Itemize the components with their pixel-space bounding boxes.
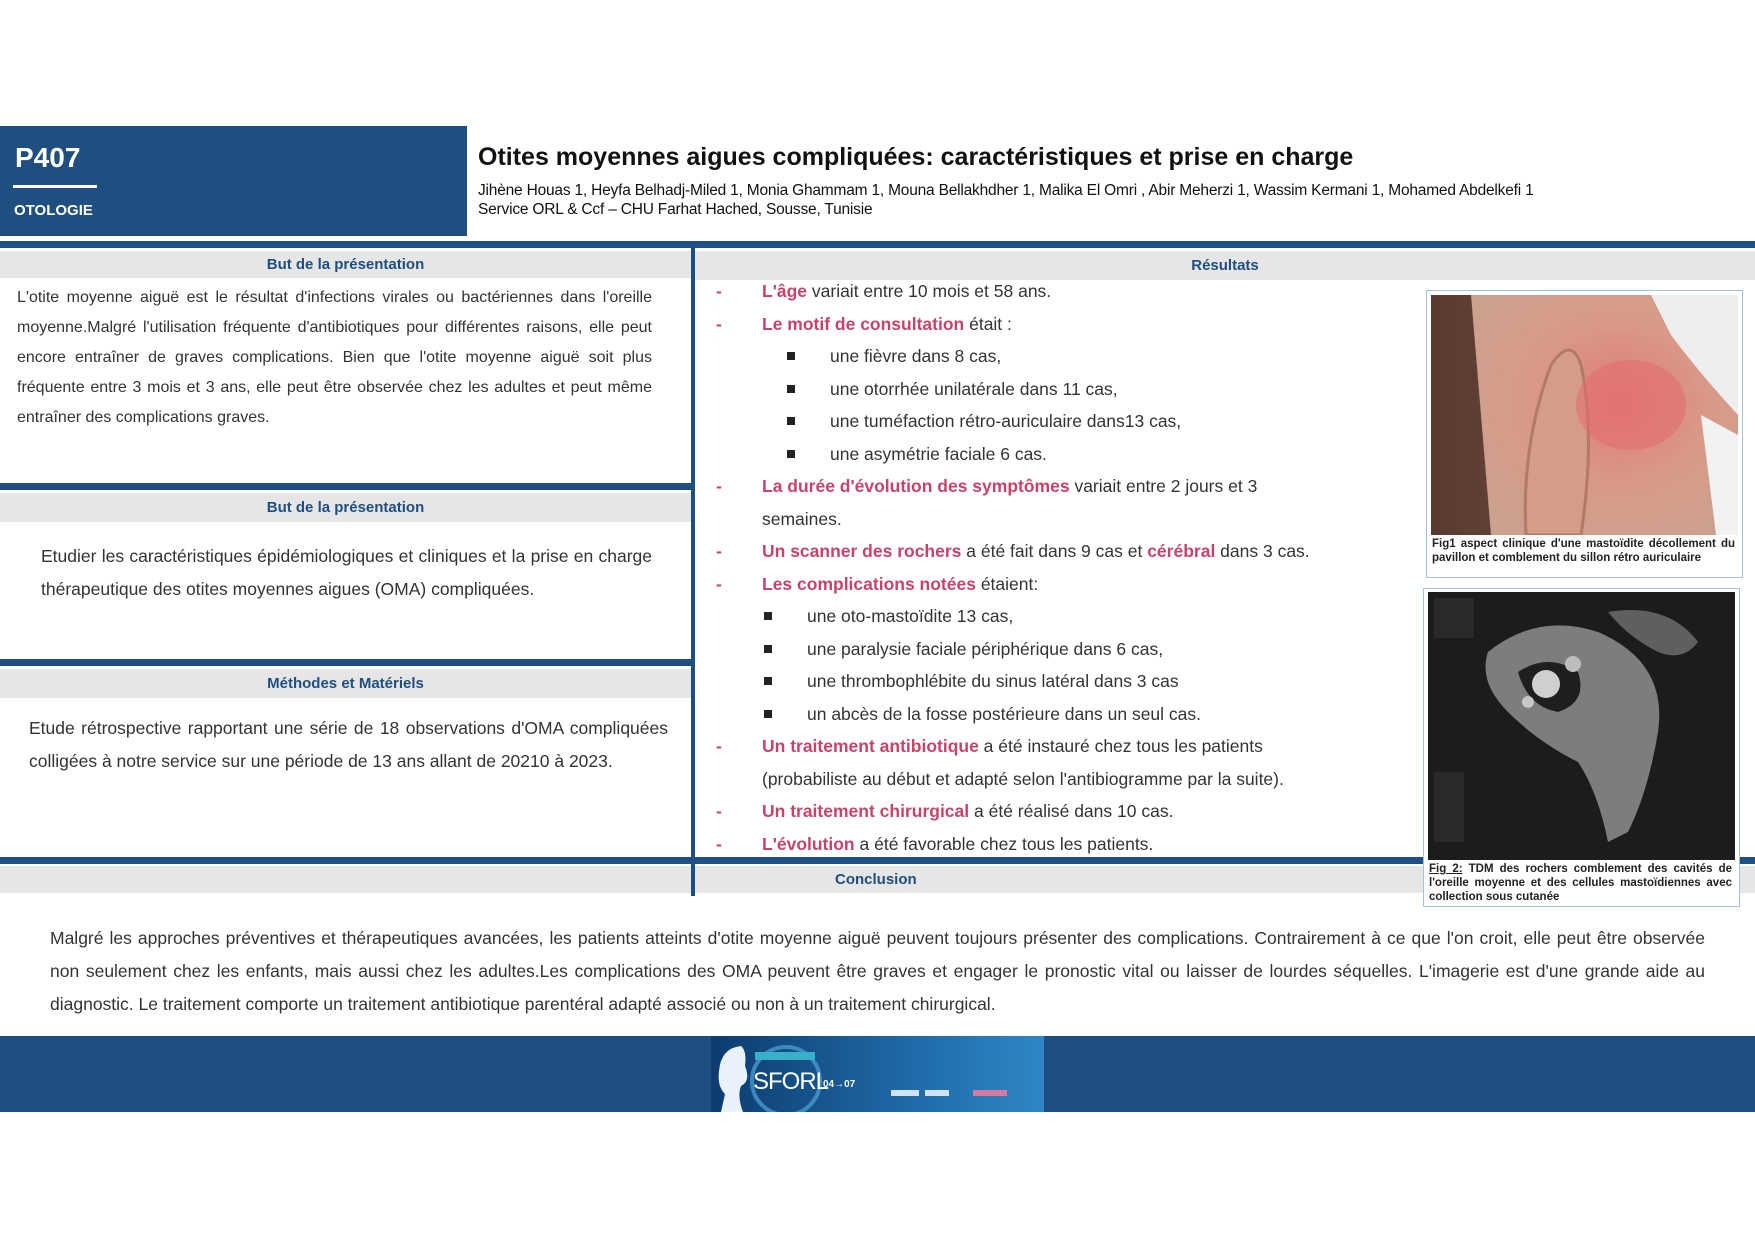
bullet-square	[764, 645, 772, 653]
top-divider	[0, 241, 1755, 248]
but1-text: L'otite moyenne aiguë est le résultat d'infections virales ou bactériennes dans l'oreille moyenne.Malgré l'utilisation fréquente d'antibiotiques pour différentes raisons, elle peut encore entraîner de graves complications. Bien que l'otite moyenne aiguë soit plus fréquente entre 3 mois et 3 ans, elle peut être observée chez les adultes et peut même entraîner des complications graves.	[17, 289, 652, 426]
result-scanner: - Un scanner des rochers a été fait dans 9 cas et cérébral dans 3 cas.	[716, 535, 1356, 568]
conclusion-header-left-fill	[0, 866, 691, 893]
dash: -	[716, 281, 722, 301]
bullet-square	[764, 612, 772, 620]
code-underline	[13, 185, 97, 188]
sponsor-logo	[891, 1090, 919, 1096]
duree-label: La durée d'évolution des symptômes	[762, 476, 1070, 496]
list-item: une tuméfaction rétro-auriculaire dans13 cas,	[716, 405, 1356, 438]
affiliation: Service ORL & Ccf – CHU Farhat Hached, Sousse, Tunisie	[478, 201, 873, 218]
sforl-logo-text: SFORL	[753, 1068, 829, 1095]
list-item: un abcès de la fosse postérieure dans un seul cas.	[716, 698, 1356, 731]
figure-1-caption: Fig1 aspect clinique d'une mastoïdite décollement du pavillon et comblement du sillon rétro auriculaire	[1432, 538, 1735, 564]
evolution-label: L'évolution	[762, 833, 855, 854]
result-complications: - Les complications notées étaient:	[716, 568, 1356, 601]
dash: -	[716, 313, 722, 334]
dash: -	[716, 833, 722, 854]
bullet-square	[787, 450, 795, 458]
list-item: une fièvre dans 8 cas,	[716, 340, 1356, 373]
chirurgical-label: Un traitement chirurgical	[762, 801, 970, 821]
dash: -	[716, 573, 722, 594]
but2-text: Etudier les caractéristiques épidémiologiques et cliniques et la prise en charge thérapeutique des otites moyennes aigues (OMA) compliquées.	[41, 546, 652, 599]
bullet-square	[787, 385, 795, 393]
result-motif	[716, 308, 1356, 341]
motif-text: était :	[964, 313, 1012, 334]
result-duree	[716, 470, 1356, 503]
result-evolution: - L'évolution a été favorable chez tous les patients.	[716, 828, 1356, 861]
age-label: L'âge	[762, 281, 808, 301]
but2-header: But de la présentation	[0, 493, 691, 522]
list-item: une asymétrie faciale 6 cas.	[716, 438, 1356, 471]
cerebral-label: cérébral	[1147, 541, 1216, 561]
category-label: OTOLOGIE	[14, 202, 93, 219]
left-divider-1	[0, 483, 691, 490]
sforl-dates: 04→07	[823, 1079, 856, 1090]
dash: -	[716, 476, 722, 496]
left-divider-2	[0, 659, 691, 666]
figure-2	[1423, 588, 1740, 907]
column-divider	[691, 248, 695, 896]
dash: -	[716, 801, 722, 821]
age-text: variait entre 10 mois et 58 ans.	[807, 281, 1052, 301]
results-header: Résultats	[695, 251, 1755, 280]
poster-title: Otites moyennes aigues compliquées: caractéristiques et prise en charge	[478, 143, 1354, 171]
result-chirurgical: - Un traitement chirurgical a été réalisé dans 10 cas.	[716, 795, 1356, 828]
result-antibiotique-cont: (probabiliste au début et adapté selon l'antibiogramme par la suite).	[762, 768, 1284, 789]
sforl-tag	[755, 1052, 815, 1060]
sforl-banner	[711, 1036, 1044, 1112]
dash: -	[716, 541, 722, 561]
methods-text: Etude rétrospective rapportant une série de 18 observations d'OMA compliquées colligées à notre service sur une période de 13 ans allant de 20210 à 2023.	[29, 718, 668, 771]
bullet-square	[787, 352, 795, 360]
result-antibiotique: - Un traitement antibiotique a été instauré chez tous les patients	[716, 730, 1356, 763]
complications-label: Les complications notées	[762, 573, 976, 594]
but1-header: But de la présentation	[0, 251, 691, 278]
results-list	[716, 275, 1356, 860]
list-item: une otorrhée unilatérale dans 11 cas,	[716, 373, 1356, 406]
motif-label: Le motif de consultation	[762, 313, 965, 334]
dash: -	[716, 736, 722, 756]
result-age	[716, 275, 1356, 308]
conclusion-text: Malgré les approches préventives et thérapeutiques avancées, les patients atteints d'otite moyenne aiguë peuvent toujours présenter des complications. Contrairement à ce que l'on croit, elle peut être observée non seulement chez les enfants, mais aussi chez les adultes.Les complications des OMA peuvent être graves et engager le pronostic vital ou laisser de lourdes séquelles. L'imagerie est d'une grande aide au diagnostic. Le traitement comporte un traitement antibiotique parentéral adapté associé ou non à un traitement chirurgical.	[50, 928, 1705, 1014]
bullet-square	[787, 417, 795, 425]
clinical-photo	[1431, 295, 1738, 535]
methods-header: Méthodes et Matériels	[0, 669, 691, 698]
conclusion-header: Conclusion	[695, 866, 1755, 893]
figure-2-label: Fig 2:	[1429, 863, 1463, 875]
list-item: une paralysie faciale périphérique dans 6 cas,	[716, 633, 1356, 666]
authors: Jihène Houas 1, Heyfa Belhadj-Miled 1, Monia Ghammam 1, Mouna Bellakhdher 1, Malika El Omri , Abir Meherzi 1, Wassim Kermani 1, Mohamed Abdelkefi 1	[478, 182, 1534, 199]
bullet-square	[764, 710, 772, 718]
sponsor-logo	[925, 1090, 949, 1096]
poster-code: P407	[15, 142, 81, 173]
figure-2-caption: Fig 2: TDM des rochers comblement des cavités de l'oreille moyenne et des cellules mastoïdiennes avec collection sous cutanée	[1429, 863, 1732, 903]
figure-1	[1426, 290, 1743, 578]
antibiotique-label: Un traitement antibiotique	[762, 736, 979, 756]
list-item: une thrombophlébite du sinus latéral dans 3 cas	[716, 665, 1356, 698]
sponsor-logo	[973, 1090, 1007, 1096]
bullet-square	[764, 677, 772, 685]
scanner-label: Un scanner des rochers	[762, 541, 962, 561]
list-item: une oto-mastoïdite 13 cas,	[716, 600, 1356, 633]
result-duree-cont: semaines.	[762, 508, 842, 529]
duree-text: variait entre 2 jours et 3	[1069, 476, 1258, 496]
ct-scan-image	[1428, 592, 1735, 860]
